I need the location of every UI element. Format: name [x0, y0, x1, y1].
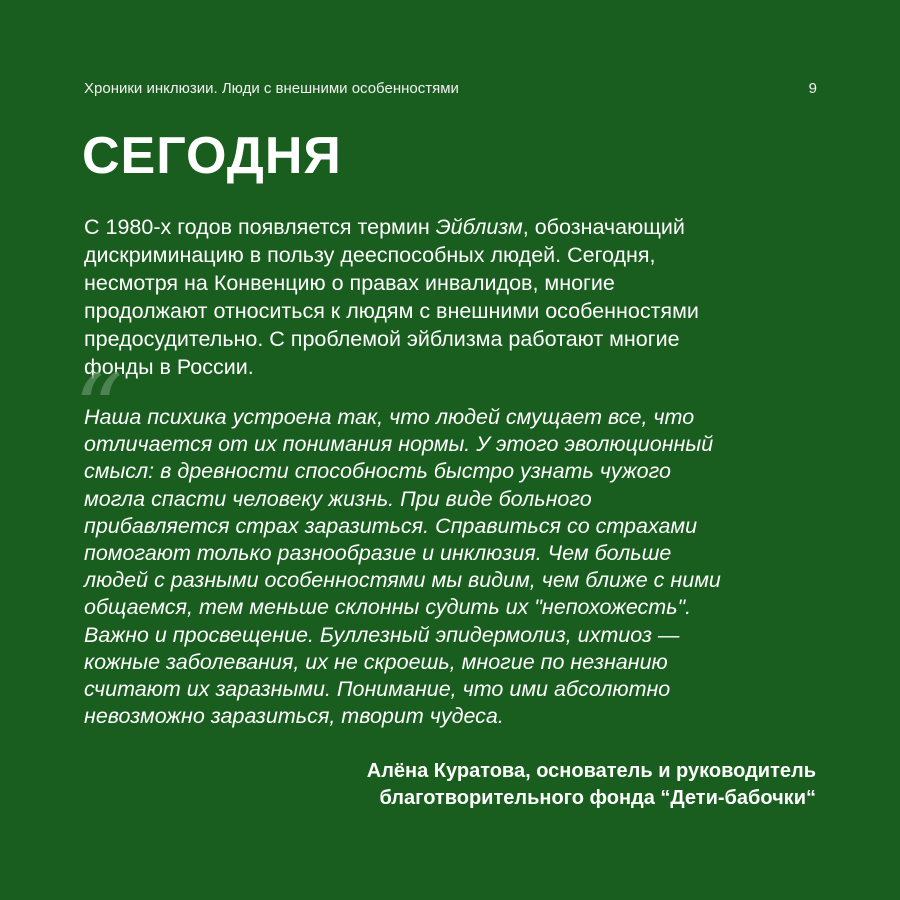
header-title: Хроники инклюзии. Люди с внешними особенностями [84, 80, 459, 97]
quote-line: Наша психика устроена так, что людей смущает все, что [84, 405, 695, 429]
quote-line: помогают только разнообразие и инклюзия. Чем больше [84, 541, 672, 566]
quote-line: Важно и просвещение. Буллезный эпидермолиз, ихтиоз — [84, 622, 680, 647]
intro-line [84, 213, 824, 241]
intro-line-start: С 1980-х годов появляется термин [84, 215, 436, 239]
quote-line: могла спасти человеку жизнь. При виде больного [84, 486, 592, 511]
page-number: 9 [808, 80, 817, 97]
quote-mark-icon: “ [74, 354, 124, 466]
quote-line: людей с разными особенностями мы видим, чем ближе с ними [84, 568, 721, 593]
quote-line: прибавляется страх заразиться. Справиться со страхами [84, 513, 698, 538]
quote-line: невозможно заразиться, творит чудеса. [84, 704, 504, 729]
quote-line: отличается от их понимания нормы. У этого эволюционный [84, 432, 714, 457]
intro-term: Эйблизм [435, 215, 523, 239]
intro-line: несмотря на Конвенцию о правах инвалидов, многие [84, 271, 615, 295]
intro-line-end: , обозначающий [522, 215, 685, 239]
intro-paragraph [84, 213, 824, 381]
quote-line: смысл: в древности способность быстро узнать чужого [84, 459, 671, 484]
intro-line: продолжают относиться к людям с внешними особенностями [84, 299, 699, 323]
intro-line: дискриминацию в пользу дееспособных людей. Сегодня, [84, 243, 656, 267]
intro-line: предосудительно. С проблемой эйблизма работают многие [84, 327, 680, 351]
quote-paragraph [84, 404, 824, 730]
quote-attribution [367, 758, 816, 812]
intro-line: фонды в России. [84, 355, 254, 379]
quote-line: считают их заразными. Понимание, что ими абсолютно [84, 677, 671, 702]
quote-line: кожные заболевания, их не скроешь, многие по незнанию [84, 649, 668, 674]
attribution-line: благотворительного фонда “Дети-бабочки“ [379, 787, 816, 809]
page-heading: СЕГОДНЯ [82, 127, 342, 185]
attribution-line: Алёна Куратова, основатель и руководитель [366, 760, 816, 782]
quote-line: общаемся, тем меньше склонны судить их "непохожесть". [84, 595, 692, 620]
